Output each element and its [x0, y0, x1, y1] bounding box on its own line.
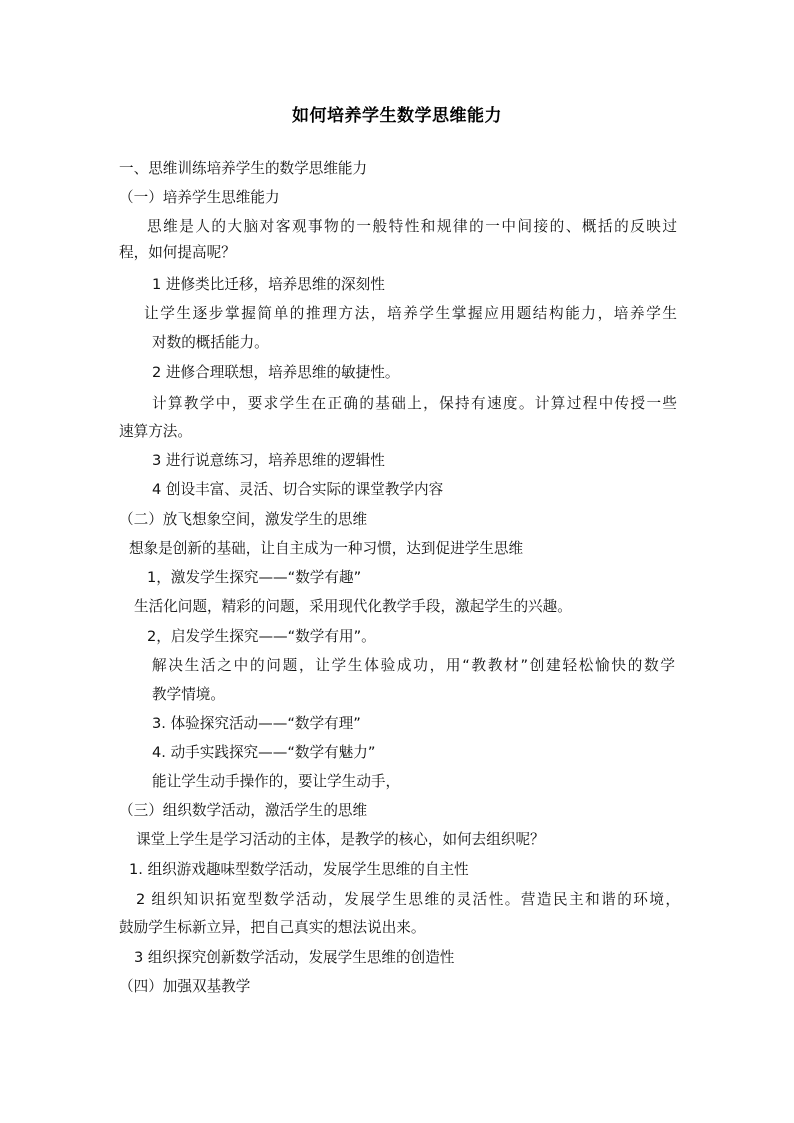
section-heading-1: 一、思维训练培养学生的数学思维能力 [119, 160, 368, 177]
list-item: 4. 动手实践探究——“数学有魅力” [152, 744, 376, 761]
paragraph-line: 能让学生动手操作的，要让学生动手， [152, 773, 401, 790]
subsection-heading-1: （一）培养学生思维能力 [119, 189, 280, 206]
paragraph-line: 课堂上学生是学习活动的主体，是教学的核心，如何去组织呢？ [136, 831, 545, 848]
list-item: 4 创设丰富、灵活、切合实际的课堂教学内容 [152, 481, 444, 498]
subsection-heading-4: （四）加强双基教学 [119, 978, 251, 995]
list-item: 1 进修类比迁移，培养思维的深刻性 [152, 276, 385, 293]
list-item: 2，启发学生探究——“数学有用”。 [147, 628, 376, 645]
list-item: 1. 组织游戏趣味型数学活动，发展学生思维的自主性 [129, 861, 469, 878]
list-item: 3. 体验探究活动——“数学有理” [152, 715, 361, 732]
paragraph-line: 对数的概括能力。 [152, 334, 269, 351]
subsection-heading-2: （二）放飞想象空间，激发学生的思维 [119, 511, 368, 528]
paragraph-line: 想象是创新的基础，让自主成为一种习惯，达到促进学生思维 [129, 540, 524, 557]
paragraph-line: 鼓励学生标新立异，把自己真实的想法说出来。 [119, 919, 426, 936]
paragraph-line: 速算方法。 [119, 423, 192, 440]
paragraph-line: 教学情境。 [152, 686, 225, 703]
paragraph-line: 解决生活之中的问题，让学生体验成功，用“教教材”创建轻松愉快的数学 [152, 657, 675, 674]
list-item: 3 进行说意练习，培养思维的逻辑性 [152, 452, 385, 469]
document-title: 如何培养学生数学思维能力 [292, 106, 502, 126]
list-item: 2 组织知识拓宽型数学活动，发展学生思维的灵活性。营造民主和谐的环境， [136, 891, 680, 908]
paragraph-line: 程，如何提高呢？ [119, 244, 236, 261]
paragraph-line: 思维是人的大脑对客观事物的一般特性和规律的一中间接的、概括的反映过 [147, 218, 677, 235]
list-item: 1，激发学生探究——“数学有趣” [147, 569, 362, 586]
subsection-heading-3: （三）组织数学活动，激活学生的思维 [119, 802, 368, 819]
paragraph-line: 生活化问题，精彩的问题，采用现代化教学手段，激起学生的兴趣。 [134, 598, 572, 615]
paragraph-line: 让学生逐步掌握简单的推理方法，培养学生掌握应用题结构能力，培养学生 [144, 305, 677, 322]
list-item: 3 组织探究创新数学活动，发展学生思维的创造性 [134, 949, 455, 966]
list-item: 2 进修合理联想，培养思维的敏捷性。 [152, 364, 400, 381]
paragraph-line: 计算教学中，要求学生在正确的基础上，保持有速度。计算过程中传授一些 [152, 395, 677, 412]
